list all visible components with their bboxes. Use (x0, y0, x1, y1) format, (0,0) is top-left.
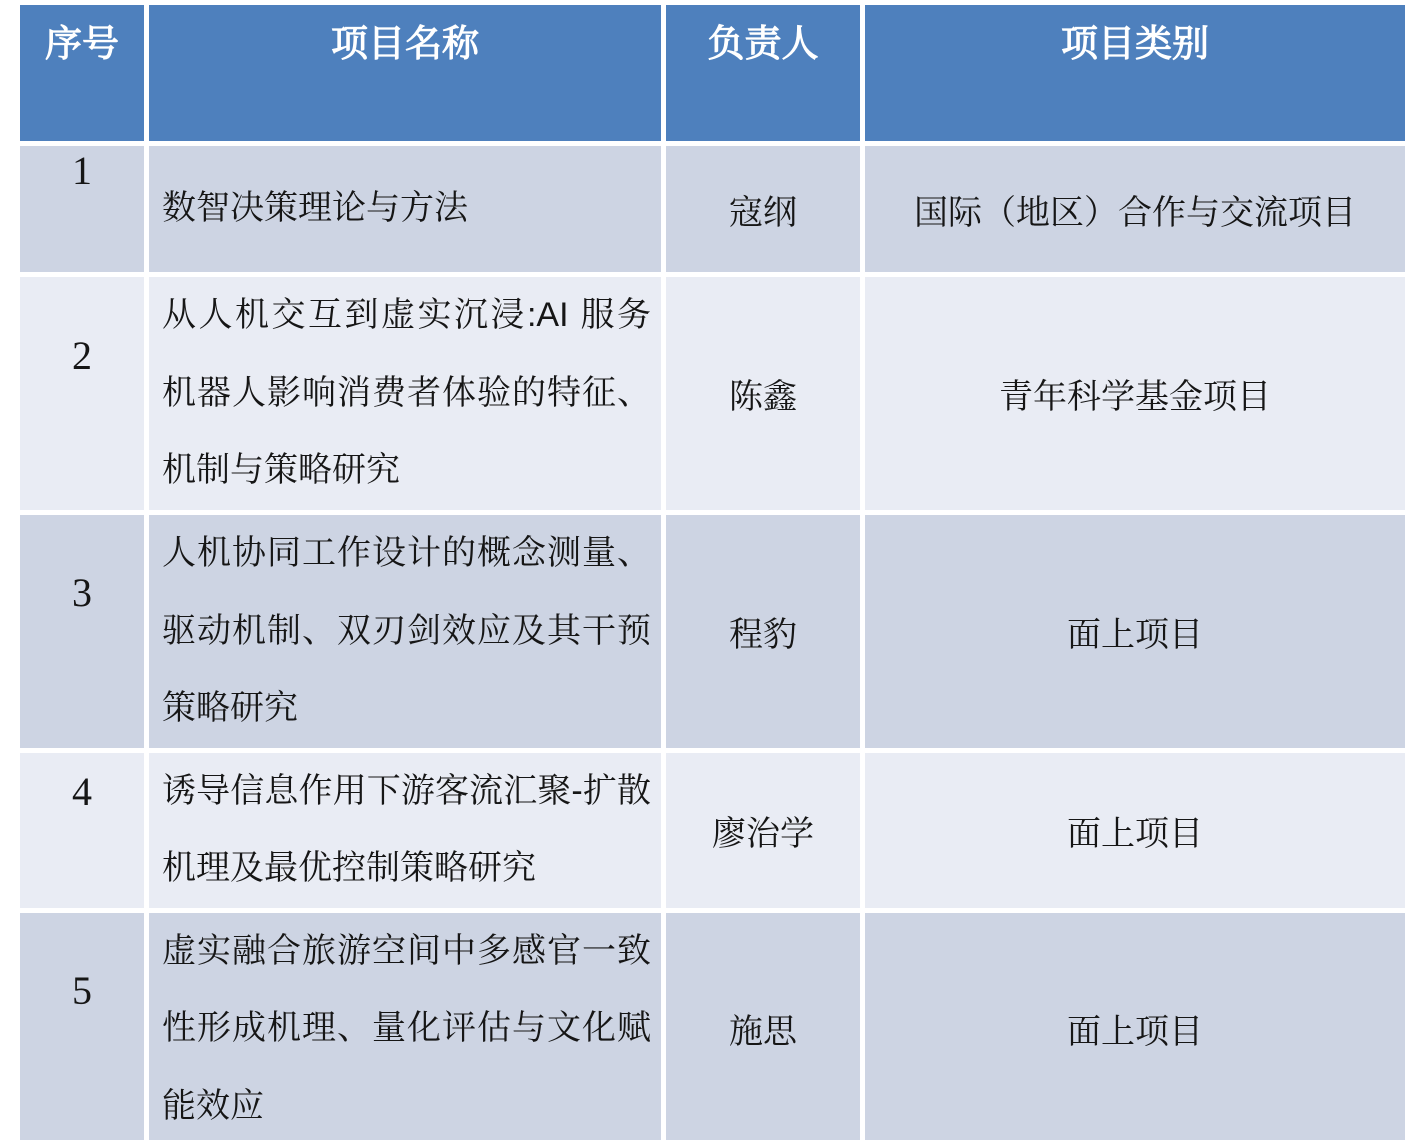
cell-project-name: 虚实融合旅游空间中多感官一致性形成机理、量化评估与文化赋能效应 (149, 913, 661, 1140)
cell-pi: 陈鑫 (666, 277, 860, 510)
column-header-pi: 负责人 (666, 5, 860, 141)
column-header-index: 序号 (20, 5, 144, 141)
cell-project-name: 诱导信息作用下游客流汇聚-扩散机理及最优控制策略研究 (149, 753, 661, 908)
cell-index: 4 (20, 753, 144, 908)
table-row (20, 146, 1405, 272)
cell-category: 国际（地区）合作与交流项目 (865, 146, 1405, 272)
cell-pi: 廖治学 (666, 753, 860, 908)
cell-category: 面上项目 (865, 753, 1405, 908)
cell-category: 面上项目 (865, 913, 1405, 1140)
cell-project-name: 数智决策理论与方法 (149, 146, 661, 272)
grants-table (15, 0, 1410, 1140)
cell-category: 面上项目 (865, 515, 1405, 748)
cell-index: 5 (20, 913, 144, 1140)
cell-index: 1 (20, 146, 144, 272)
cell-project-name: 人机协同工作设计的概念测量、驱动机制、双刃剑效应及其干预策略研究 (149, 515, 661, 748)
cell-pi: 寇纲 (666, 146, 860, 272)
table-header-row (20, 5, 1405, 141)
cell-category: 青年科学基金项目 (865, 277, 1405, 510)
table-row (20, 515, 1405, 748)
table-row (20, 753, 1405, 908)
column-header-project-name: 项目名称 (149, 5, 661, 141)
table-row (20, 913, 1405, 1140)
table-row (20, 277, 1405, 510)
column-header-category: 项目类别 (865, 5, 1405, 141)
cell-project-name: 从人机交互到虚实沉浸:AI 服务机器人影响消费者体验的特征、机制与策略研究 (149, 277, 661, 510)
cell-pi: 程豹 (666, 515, 860, 748)
cell-pi: 施思 (666, 913, 860, 1140)
cell-index: 2 (20, 277, 144, 510)
cell-index: 3 (20, 515, 144, 748)
